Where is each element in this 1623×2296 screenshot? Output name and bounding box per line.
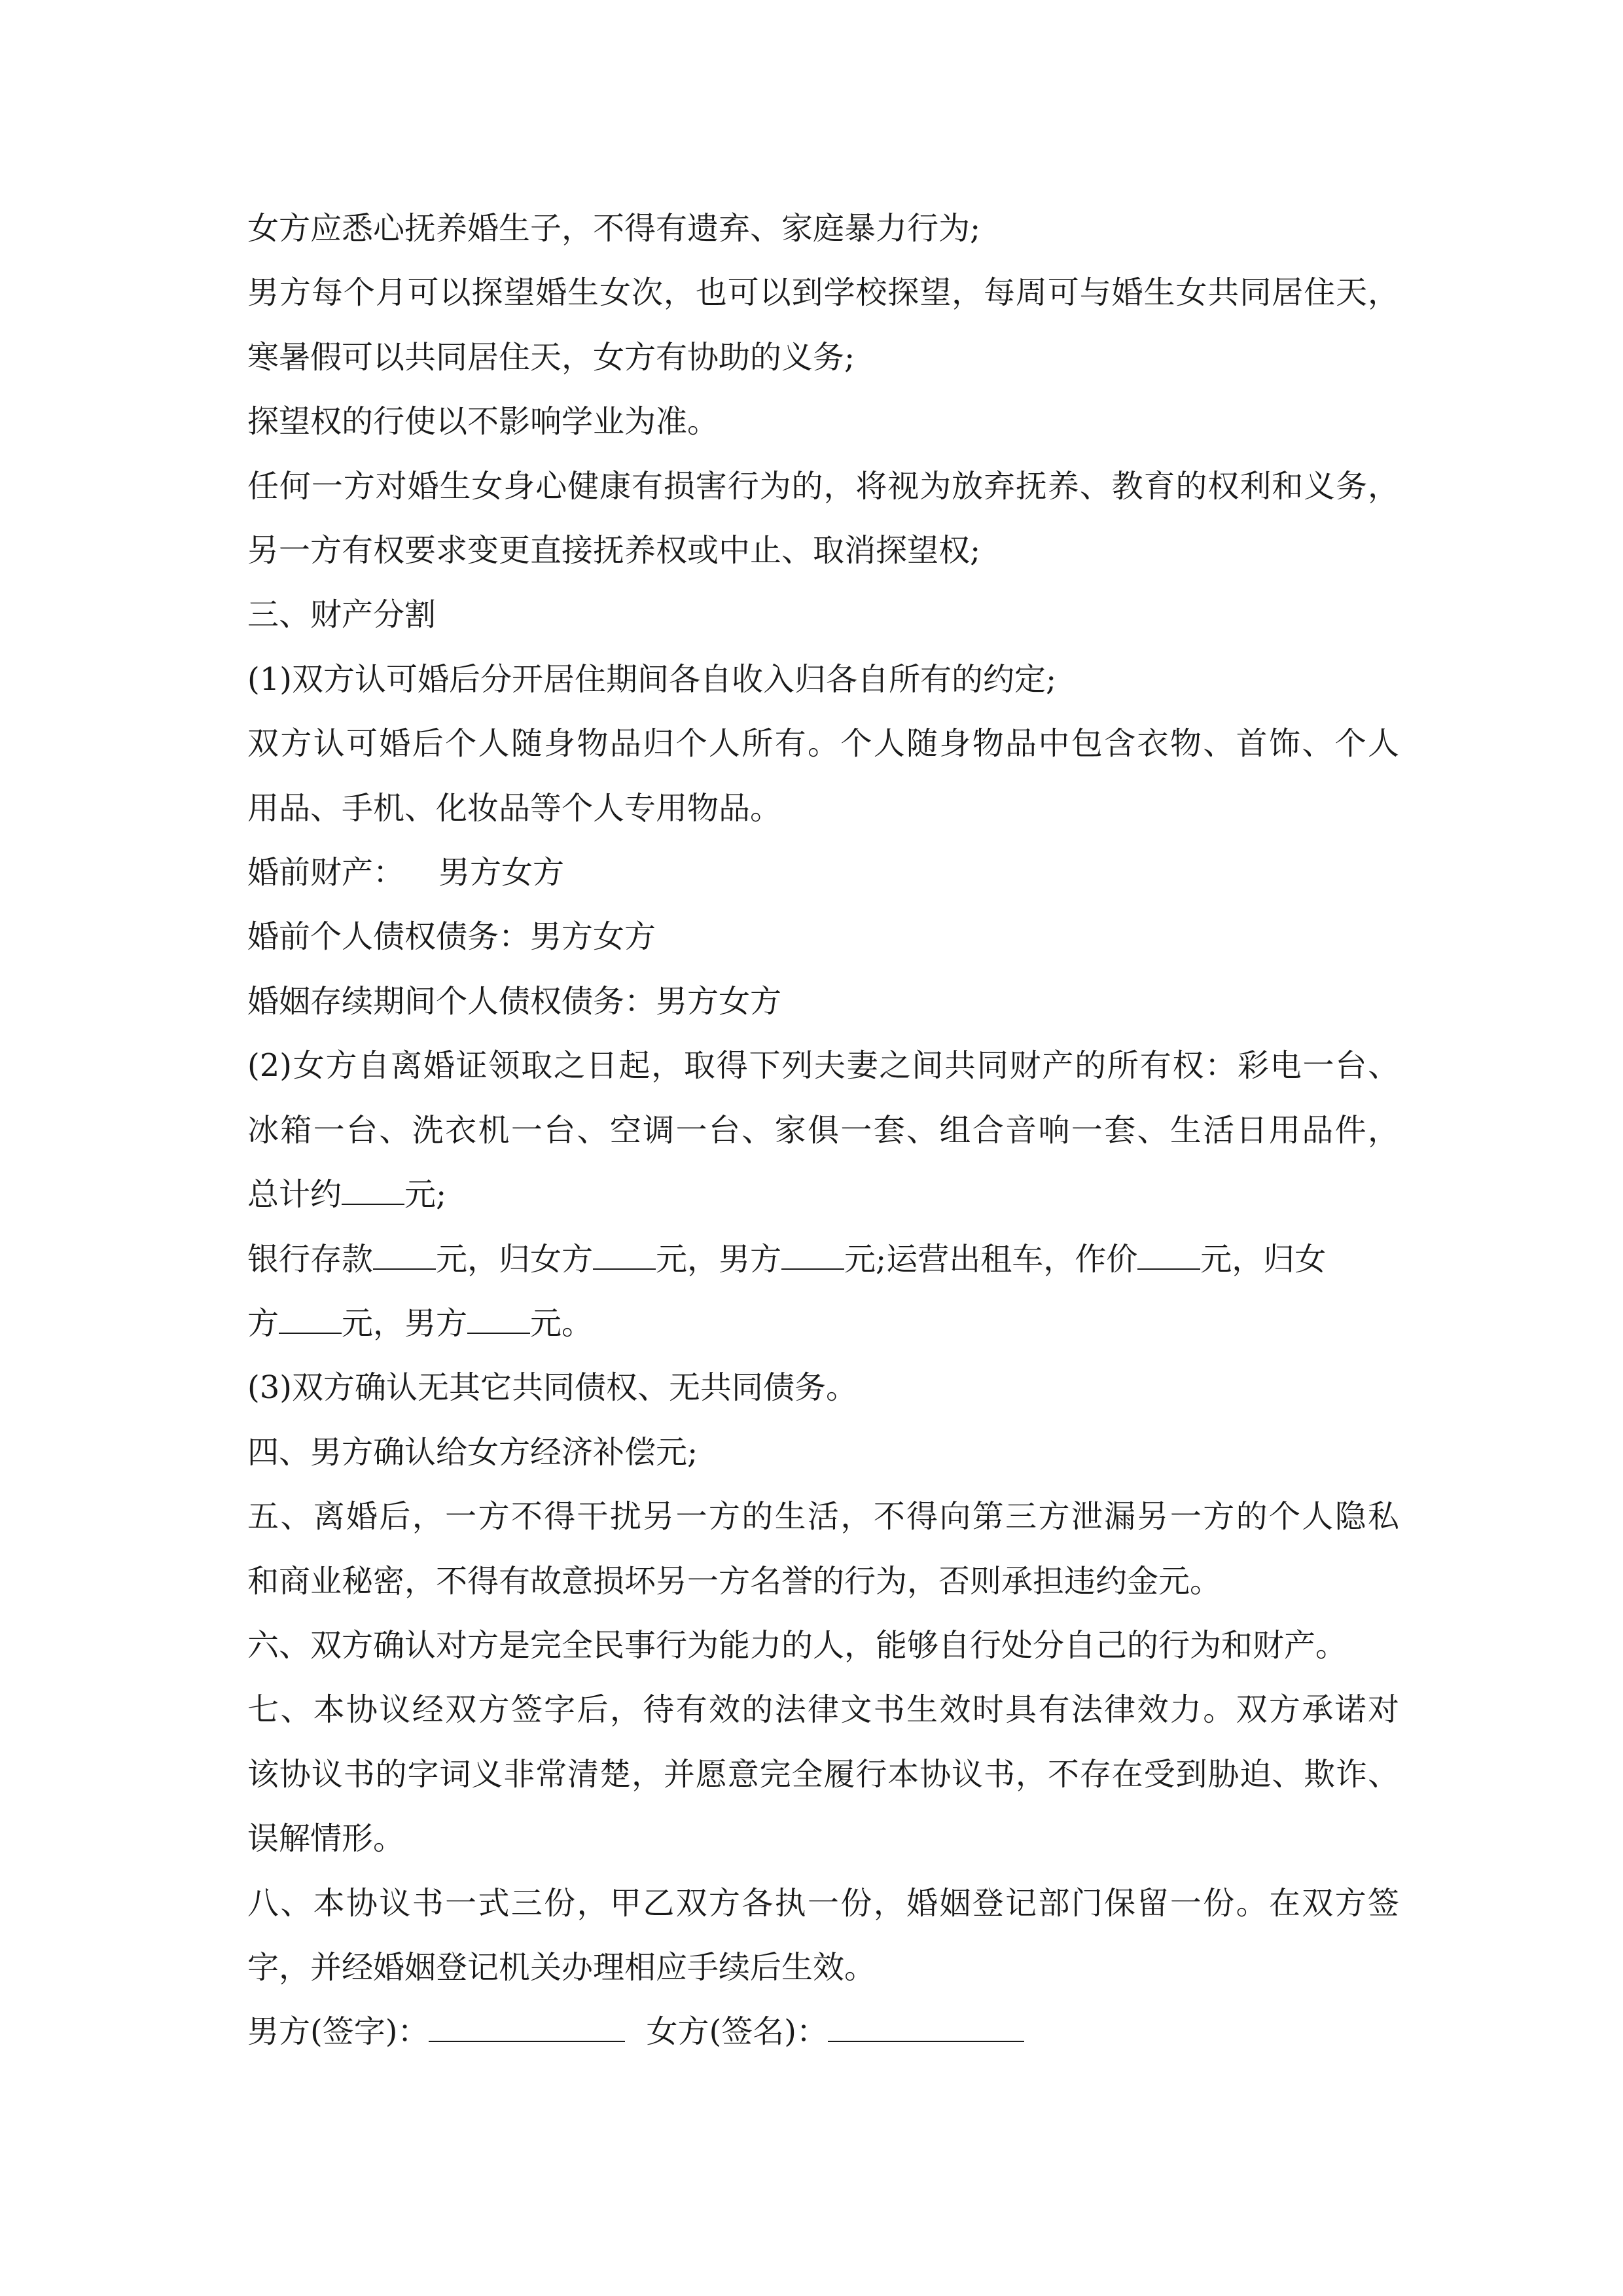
text-line: 探望权的行使以不影响学业为准。 (247, 403, 719, 440)
section-heading-property: 三、财产分割 (247, 596, 437, 634)
text-line: 婚前个人债权债务：男方女方 (247, 918, 656, 956)
text-line: 四、男方确认给女方经济补偿元; (247, 1433, 698, 1471)
text-line: 男方每个月可以探望婚生女次，也可以到学校探望，每周可与婚生女共同居住天， (247, 274, 1399, 312)
male-signature-field[interactable] (429, 2012, 625, 2042)
bank-text: 元，男方 (656, 1240, 782, 1278)
text-line: 误解情形。 (247, 1820, 405, 1857)
text-line: 字，并经婚姻登记机关办理相应手续后生效。 (247, 1948, 876, 1986)
text-line: 六、双方确认对方是完全民事行为能力的人，能够自行处分自己的行为和财产。 (247, 1626, 1347, 1664)
bank-text: 元;运营出租车，作价 (844, 1240, 1138, 1278)
fill-blank[interactable] (467, 1304, 530, 1334)
fill-blank[interactable] (373, 1240, 436, 1270)
text-line: (2)女方自离婚证领取之日起，取得下列夫妻之间共同财产的所有权：彩电一台、 (247, 1047, 1399, 1085)
bank-line-2 (247, 1291, 1399, 1355)
total-suffix: 元; (404, 1176, 447, 1213)
premarital-property-line (247, 840, 1399, 905)
bank-text: 元，归女方 (436, 1240, 594, 1278)
female-signature-field[interactable] (828, 2012, 1024, 2042)
total-prefix: 总计约 (247, 1176, 342, 1213)
text-line: (1)双方认可婚后分开居住期间各自收入归各自所有的约定; (247, 660, 1057, 698)
text-line: 该协议书的字词义非常清楚，并愿意完全履行本协议书，不存在受到胁迫、欺诈、 (247, 1755, 1399, 1793)
bank-text: 元，归女 (1200, 1240, 1327, 1278)
text-line: 任何一方对婚生女身心健康有损害行为的，将视为放弃抚养、教育的权利和义务， (247, 467, 1399, 505)
text-line: 和商业秘密，不得有故意损坏另一方名誉的行为，否则承担违约金元。 (247, 1562, 1222, 1600)
text-line: 寒暑假可以共同居住天，女方有协助的义务; (247, 338, 855, 376)
fill-blank[interactable] (342, 1175, 404, 1205)
premarital-label: 婚前财产： (247, 854, 405, 891)
signature-line (247, 2000, 1399, 2064)
text-line: 另一方有权要求变更直接抚养权或中止、取消探望权; (247, 532, 981, 569)
premarital-value: 男方女方 (438, 854, 565, 891)
text-line: 五、离婚后，一方不得干扰另一方的生活，不得向第三方泄漏另一方的个人隐私 (247, 1498, 1399, 1535)
text-line: 女方应悉心抚养婚生子，不得有遗弃、家庭暴力行为; (247, 210, 981, 247)
bank-line (247, 1227, 1399, 1291)
text-line: 双方认可婚后个人随身物品归个人所有。个人随身物品中包含衣物、首饰、个人 (247, 725, 1399, 762)
fill-blank[interactable] (1137, 1240, 1200, 1270)
text-line: 七、本协议经双方签字后，待有效的法律文书生效时具有法律效力。双方承诺对 (247, 1691, 1399, 1729)
text-line: 冰箱一台、洗衣机一台、空调一台、家俱一套、组合音响一套、生活日用品件， (247, 1111, 1399, 1149)
fill-blank[interactable] (593, 1240, 656, 1270)
text-line: 八、本协议书一式三份，甲乙双方各执一份，婚姻登记部门保留一份。在双方签 (247, 1884, 1399, 1922)
agreement-page (247, 196, 1399, 2064)
female-signature-label: 女方(签名)： (646, 2013, 828, 2051)
fill-blank[interactable] (781, 1240, 844, 1270)
total-line (247, 1162, 1399, 1227)
bank-text: 方 (247, 1304, 279, 1342)
text-line: (3)双方确认无其它共同债权、无共同债务。 (247, 1369, 857, 1407)
text-line: 婚姻存续期间个人债权债务：男方女方 (247, 982, 782, 1020)
male-signature-label: 男方(签字)： (247, 2013, 429, 2051)
text-line: 用品、手机、化妆品等个人专用物品。 (247, 789, 782, 827)
bank-text: 元，男方 (342, 1304, 468, 1342)
fill-blank[interactable] (279, 1304, 342, 1334)
bank-text: 元。 (530, 1304, 594, 1342)
bank-label: 银行存款 (247, 1240, 374, 1278)
